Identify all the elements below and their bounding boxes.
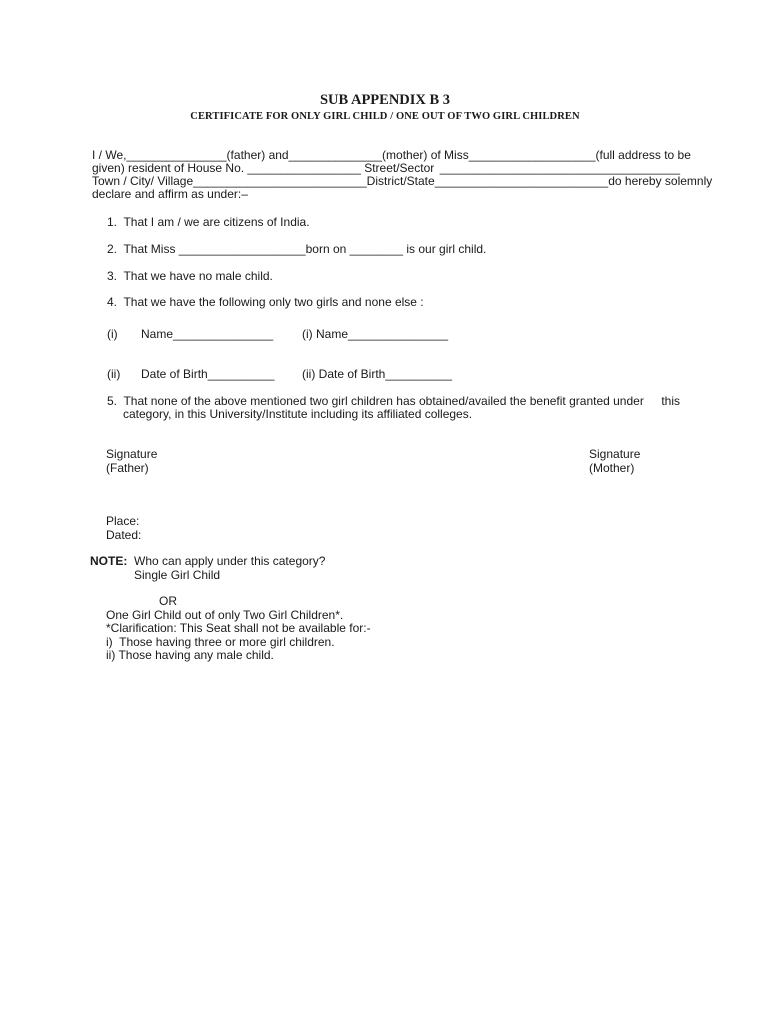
note-option-two: One Girl Child out of only Two Girl Children*. <box>106 608 344 622</box>
father-label: (Father) <box>106 461 149 475</box>
document-subtitle: CERTIFICATE FOR ONLY GIRL CHILD / ONE OUT OF TWO GIRL CHILDREN <box>190 111 580 122</box>
note-block-heading <box>90 555 325 568</box>
note-label: NOTE: <box>90 554 128 568</box>
item-two-girls: 4. That we have the following only two girls and none else : <box>107 295 424 309</box>
girl-1-dob-field: Date of Birth__________ <box>141 367 275 381</box>
item-no-benefit-line-2: category, in this University/Institute including its affiliated colleges. <box>123 407 473 421</box>
girl-1-name-field: Name_______________ <box>141 327 274 341</box>
declaration-line-4: declare and affirm as under:– <box>92 187 248 201</box>
mother-signature-label: Signature <box>589 447 641 461</box>
item-no-benefit-line-1: 5. That none of the above mentioned two girl children has obtained/availed the benefit granted under this <box>107 394 680 408</box>
note-case-male-child: ii) Those having any male child. <box>106 648 274 662</box>
declaration-line-2: given) resident of House No. _________________ Street/Sector ____________________________________ <box>92 161 680 175</box>
declaration-line-1: I / We,_______________(father) and______________(mother) of Miss___________________ (full address to be <box>92 148 691 162</box>
note-clarification: *Clarification: This Seat shall not be available for:- <box>106 621 371 635</box>
girls-row-1-number: (i) <box>107 327 118 341</box>
item-girl-child: 2. That Miss ___________________born on ________ is our girl child. <box>107 242 487 256</box>
document-title: SUB APPENDIX B 3 <box>319 92 451 108</box>
item-no-male-child: 3. That we have no male child. <box>107 269 273 283</box>
girls-row-2-number: (ii) <box>107 367 121 381</box>
declaration-line-3: Town / City/ Village__________________________District/State__________________________do hereby solemnly <box>92 174 713 188</box>
item-citizenship: 1. That I am / we are citizens of India. <box>107 215 310 229</box>
note-question: Who can apply under this category? <box>134 554 326 568</box>
declaration-paragraph <box>92 148 713 201</box>
girl-2-dob-field: (ii) Date of Birth__________ <box>302 367 453 381</box>
note-case-three-girls: i) Those having three or more girl children. <box>106 635 335 649</box>
mother-label: (Mother) <box>589 461 635 475</box>
place-label: Place: <box>106 514 140 528</box>
dated-label: Dated: <box>106 528 142 542</box>
item-no-benefit <box>107 395 680 421</box>
father-signature-label: Signature <box>106 447 158 461</box>
girl-2-name-field: (i) Name_______________ <box>302 327 449 341</box>
note-option-single: Single Girl Child <box>134 568 221 582</box>
note-or: OR <box>159 594 177 608</box>
